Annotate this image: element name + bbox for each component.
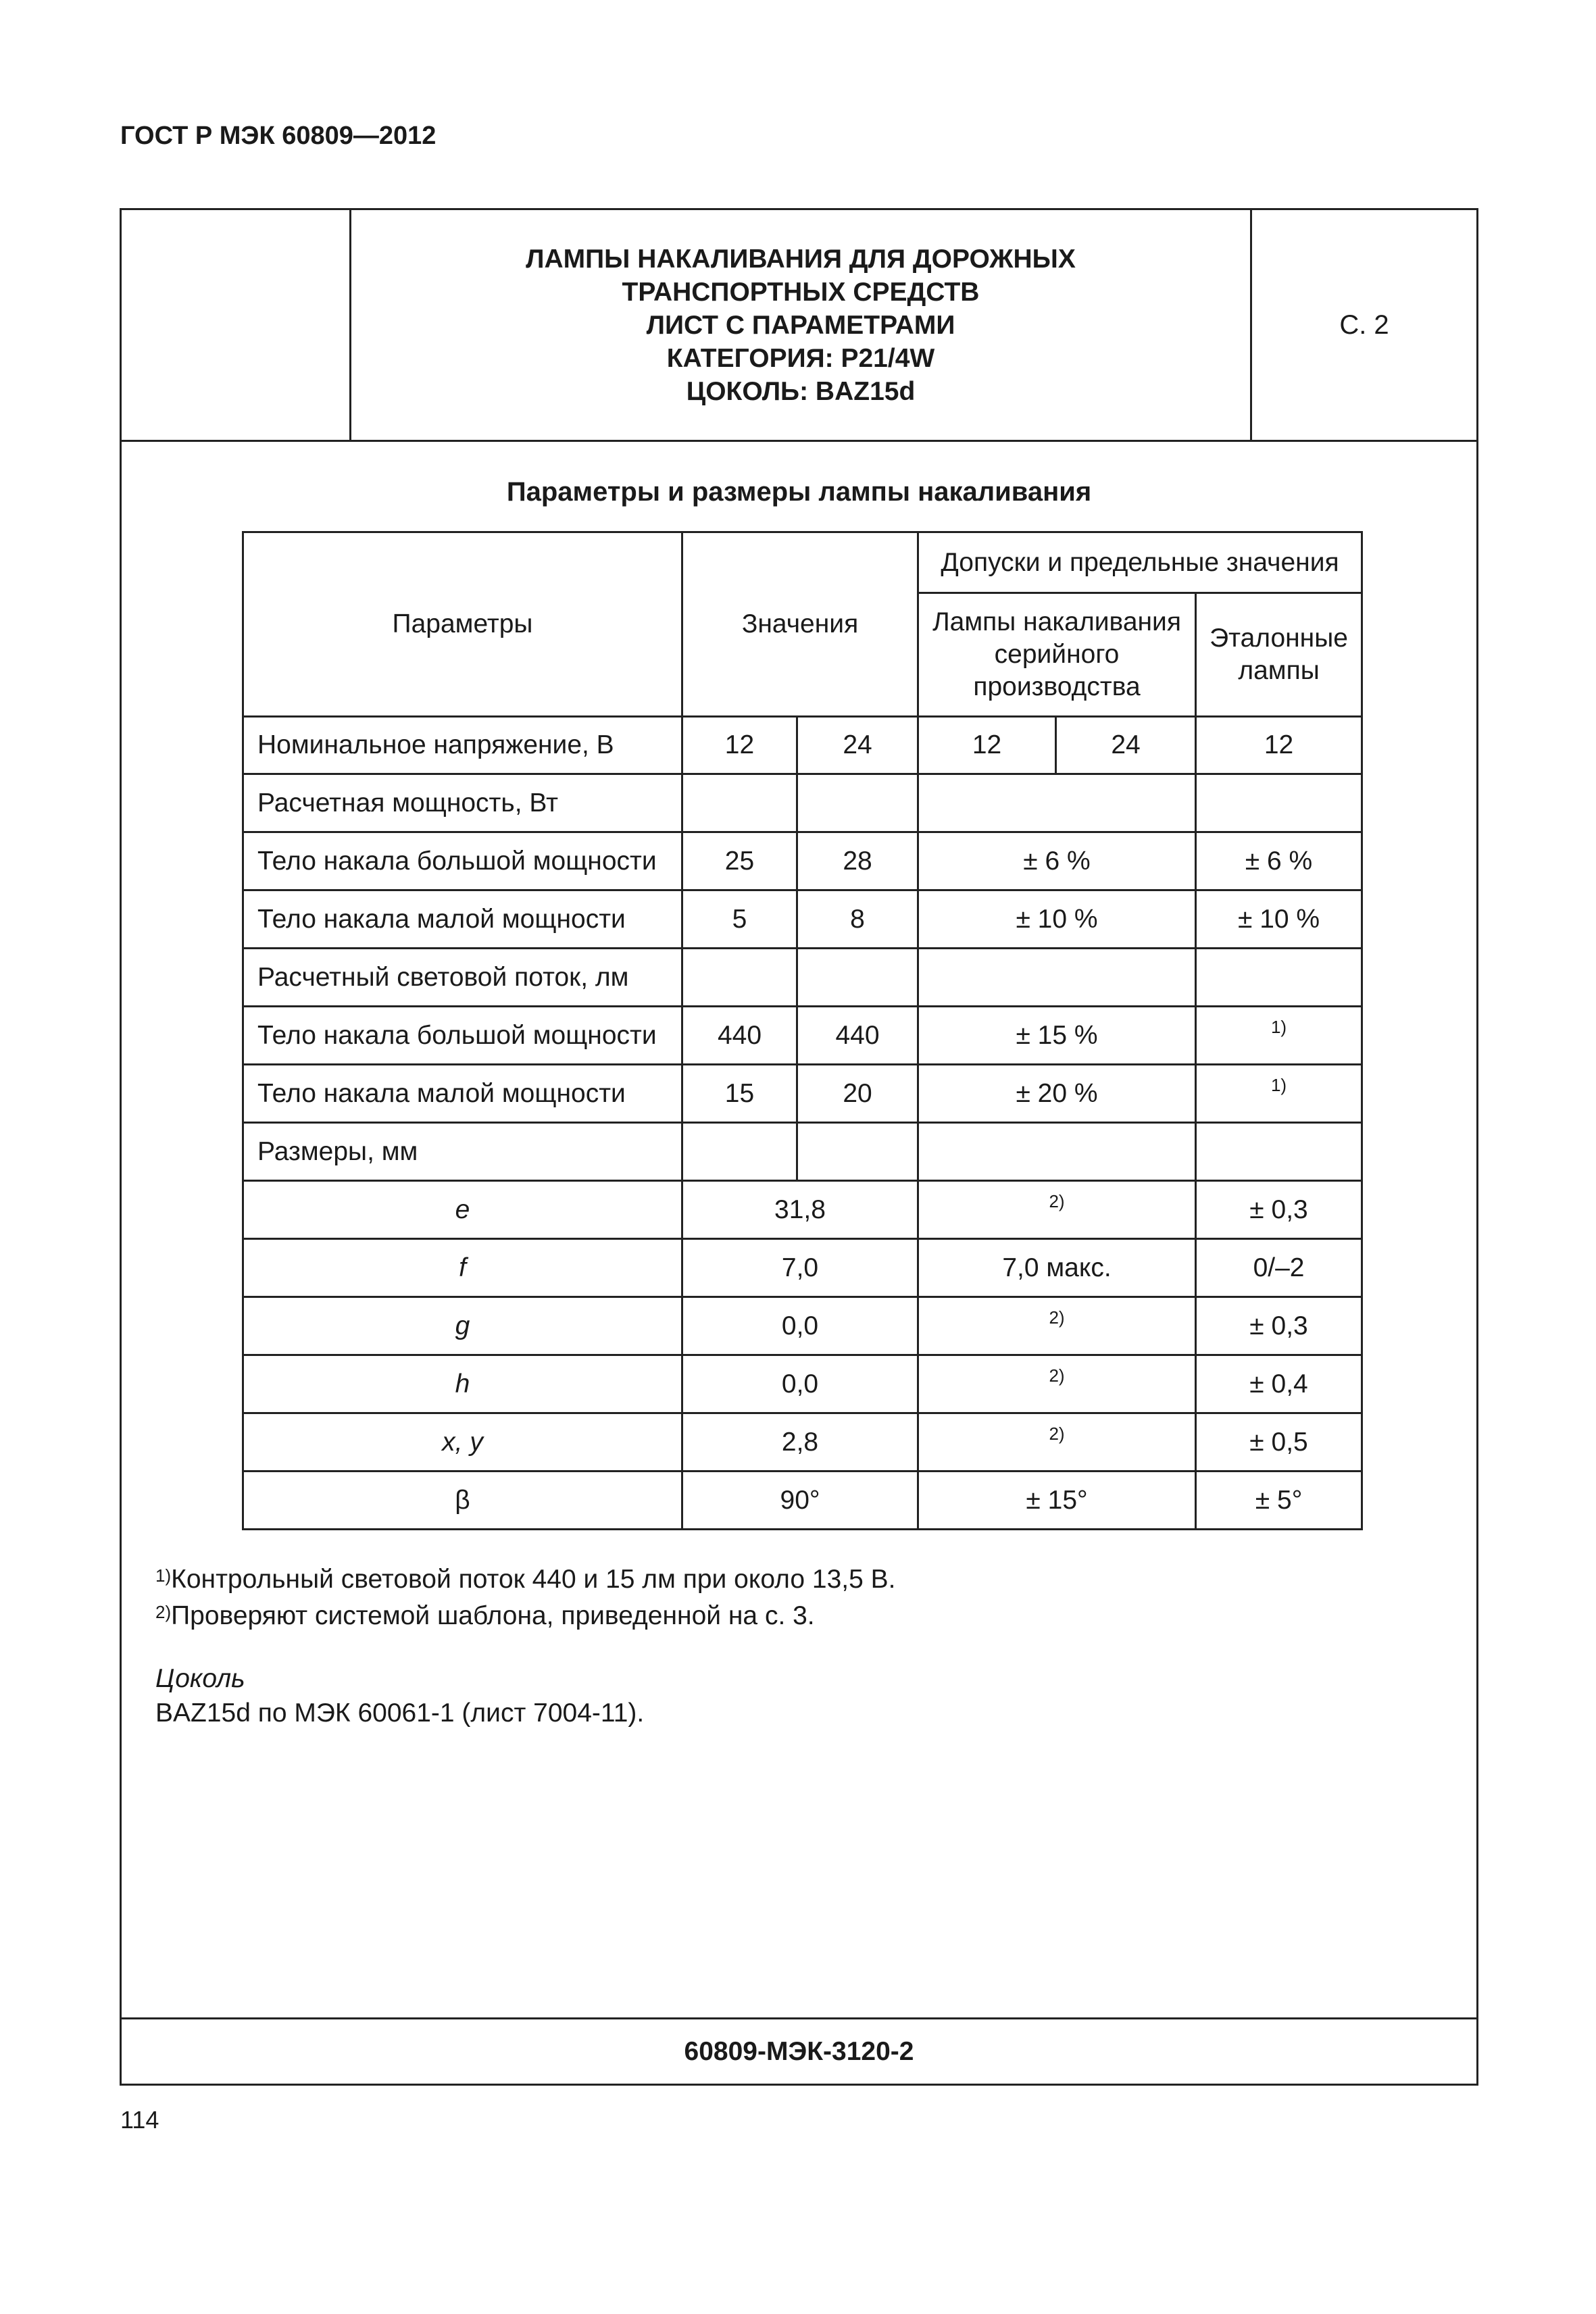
header-reference-line-2: лампы [1238,656,1320,685]
cell-empty [682,774,797,832]
cell-serial [918,1297,1196,1355]
cell-reference: ± 0,3 [1196,1181,1362,1239]
sheet-title-line-4: КАТЕГОРИЯ: P21/4W [666,343,935,373]
cell-value-24: 28 [797,832,918,890]
footnote-text: Контрольный световой поток 440 и 15 лм при около 13,5 В. [171,1565,896,1594]
cell-value-12: 25 [682,832,797,890]
footnotes [155,1561,895,1634]
sheet-title-line-2: ТРАНСПОРТНЫХ СРЕДСТВ [622,277,980,307]
cell-empty [682,1123,797,1181]
cell-value-24: 8 [797,890,918,949]
cell-value-24: 24 [797,717,918,774]
cell-serial: ± 6 % [918,832,1196,890]
parameter-sheet-frame [120,208,1478,2086]
table-row [243,832,1362,890]
table-row [243,1239,1362,1297]
table-row [243,717,1362,774]
row-label: Тело накала малой мощности [243,1065,682,1123]
row-label: Размеры, мм [243,1123,682,1181]
cell-value-24: 440 [797,1007,918,1065]
footnote-ref: 2) [1049,1190,1065,1211]
cell-reference: ± 5° [1196,1472,1362,1530]
base-title: Цоколь [155,1664,245,1693]
cell-reference: ± 0,5 [1196,1413,1362,1472]
sheet-title [351,210,1250,440]
cell-serial [918,1181,1196,1239]
header-reference-line-1: Эталонные [1210,624,1348,653]
footnote-2 [155,1598,895,1634]
table-row [243,1297,1362,1355]
footnote-ref: 2) [1049,1365,1065,1386]
row-label: Расчетный световой поток, лм [243,949,682,1007]
row-label: Тело накала малой мощности [243,890,682,949]
cell-empty [918,774,1196,832]
row-label: Тело накала большой мощности [243,1007,682,1065]
cell-value: 0,0 [682,1297,918,1355]
footnote-ref: 2) [1049,1423,1065,1444]
cell-empty [682,949,797,1007]
cell-value-12: 440 [682,1007,797,1065]
cell-value: 7,0 [682,1239,918,1297]
cell-reference: ± 10 % [1196,890,1362,949]
table-title: Параметры и размеры лампы накаливания [506,477,1092,507]
table-row [243,1065,1362,1123]
cell-value: 2,8 [682,1413,918,1472]
cell-empty [918,949,1196,1007]
row-label: Расчетная мощность, Вт [243,774,682,832]
cell-serial-24: 24 [1056,717,1196,774]
cell-empty [918,1123,1196,1181]
cell-serial: ± 15° [918,1472,1196,1530]
row-label: Номинальное напряжение, В [243,717,682,774]
footnote-ref: 1) [1270,1016,1287,1037]
header-values: Значения [682,532,918,717]
cell-value: 0,0 [682,1355,918,1413]
cell-empty [797,949,918,1007]
table-row [243,1007,1362,1065]
footnote-1 [155,1561,895,1598]
table-row [243,949,1362,1007]
footnote-ref: 1) [1270,1074,1287,1095]
footnote-ref: 2) [1049,1307,1065,1328]
cell-value: 31,8 [682,1181,918,1239]
dimension-label: g [243,1297,682,1355]
base-text: BAZ15d по МЭК 60061-1 (лист 7004-11). [155,1699,645,1728]
cell-empty [797,1123,918,1181]
cell-empty [1196,1123,1362,1181]
cell-value-12: 15 [682,1065,797,1123]
cell-reference [1196,1007,1362,1065]
cell-serial: ± 10 % [918,890,1196,949]
cell-serial: 7,0 макс. [918,1239,1196,1297]
cell-reference: ± 0,4 [1196,1355,1362,1413]
table-row [243,1413,1362,1472]
table-row [243,1355,1362,1413]
header-params: Параметры [243,532,682,717]
cell-empty [797,774,918,832]
table-row [243,1123,1362,1181]
sheet-title-line-1: ЛАМПЫ НАКАЛИВАНИЯ ДЛЯ ДОРОЖНЫХ [526,244,1076,274]
header-serial [918,593,1196,717]
cell-value-12: 12 [682,717,797,774]
header-left-cell [122,210,351,440]
cell-empty [1196,949,1362,1007]
cell-reference [1196,1065,1362,1123]
cell-value: 90° [682,1472,918,1530]
table-row [243,1472,1362,1530]
cell-reference: ± 6 % [1196,832,1362,890]
dimension-label: h [243,1355,682,1413]
table-row [243,774,1362,832]
sheet-code: 60809-МЭК-3120-2 [684,2036,914,2066]
cell-serial [918,1413,1196,1472]
header-serial-line-2: серийного [994,640,1120,669]
cell-value-24: 20 [797,1065,918,1123]
table-row [243,1181,1362,1239]
standard-code: ГОСТ Р МЭК 60809—2012 [120,122,437,150]
page-number: 114 [120,2106,159,2134]
header-reference [1196,593,1362,717]
sheet-title-line-3: ЛИСТ С ПАРАМЕТРАМИ [646,310,955,340]
dimension-label: x, y [243,1413,682,1472]
row-label: Тело накала большой мощности [243,832,682,890]
header-serial-line-3: производства [973,672,1141,701]
cell-serial-12: 12 [918,717,1056,774]
footnote-mark: 2) [155,1602,172,1622]
page-ref: С. 2 [1250,210,1476,440]
cell-serial: ± 20 % [918,1065,1196,1123]
cell-reference: 12 [1196,717,1362,774]
header-divider [122,440,1476,442]
sheet-title-line-5: ЦОКОЛЬ: BAZ15d [686,376,916,406]
dimension-label: f [243,1239,682,1297]
header-tolerances: Допуски и предельные значения [918,532,1362,593]
cell-serial [918,1355,1196,1413]
cell-empty [1196,774,1362,832]
cell-reference: ± 0,3 [1196,1297,1362,1355]
parameters-table [242,531,1363,1530]
cell-reference: 0/–2 [1196,1239,1362,1297]
dimension-label: e [243,1181,682,1239]
cell-value-12: 5 [682,890,797,949]
dimension-label: β [243,1472,682,1530]
footnote-text: Проверяют системой шаблона, приведенной на с. 3. [171,1601,815,1630]
footnote-mark: 1) [155,1565,172,1586]
header-serial-line-1: Лампы накаливания [932,607,1181,636]
cell-serial: ± 15 % [918,1007,1196,1065]
table-row [243,890,1362,949]
